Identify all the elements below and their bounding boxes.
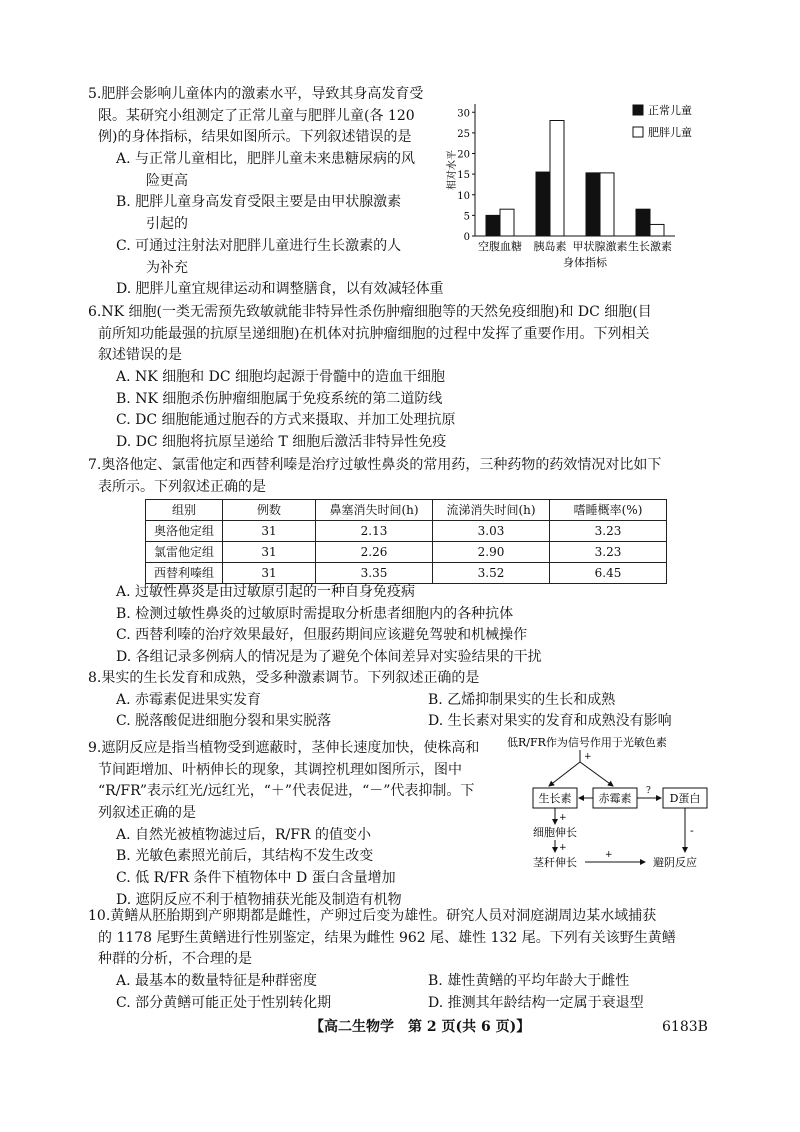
x-axis-label: 身体指标: [563, 256, 607, 269]
q9-line: 节间距增加、叶柄伸长的现象，其调控机理如图所示，图中: [98, 761, 462, 778]
diagram-question: ?: [646, 786, 651, 796]
diagram-plus: +: [605, 850, 613, 860]
table-cell: 31: [223, 542, 316, 563]
q10-option-a: A. 最基本的数量特征是种群密度: [116, 973, 318, 990]
legend-label: 正常儿童: [648, 104, 692, 117]
q10-line: 种群的分析，不合理的是: [98, 951, 252, 968]
bar-obese: [650, 224, 664, 236]
page-footer: [0, 1017, 800, 1041]
y-tick-label: 20: [457, 149, 470, 161]
q10-options-row: [88, 993, 740, 1015]
question-7-options: [88, 582, 740, 669]
q5-option-c-cont: 为补充: [146, 259, 188, 276]
q7-option-a: A. 过敏性鼻炎是由过敏原引起的一种自身免疫病: [116, 584, 416, 600]
y-tick-label: 5: [463, 211, 470, 223]
x-tick-label: 胰岛素: [533, 240, 567, 253]
diagram-plus: +: [584, 752, 592, 762]
q9-option-a: A. 自然光被植物滤过后，R/FR 的值变小: [116, 826, 371, 843]
x-tick-label: 甲状腺激素: [572, 240, 628, 253]
table-cell: 31: [223, 563, 316, 584]
q6-option-a: A. NK 细胞和 DC 细胞均起源于骨髓中的造血干细胞: [116, 369, 446, 386]
q9-option-c: C. 低 R/FR 条件下植物体中 D 蛋白含量增加: [116, 870, 396, 887]
q6-option-c: C. DC 细胞能通过胞吞的方式来摄取、并加工处理抗原: [116, 412, 456, 429]
table-cell: 3.03: [433, 521, 550, 542]
table-cell: 3.23: [550, 521, 667, 542]
table-header: 组别: [146, 500, 223, 521]
q9-option-d: D. 遮阴反应不利于植物捕获光能及制造有机物: [116, 891, 402, 908]
q5-option-b: B. 肥胖儿童身高发育受限主要是由甲状腺激素: [116, 194, 402, 211]
q9-line: “R/FR”表示红光/远红光，“＋”代表促进，“－”代表抑制。下: [98, 783, 475, 800]
q7-option-b: B. 检测过敏性鼻炎的过敏原时需提取分析患者细胞内的各种抗体: [116, 605, 514, 622]
bar-normal: [636, 209, 650, 236]
bar-obese: [550, 121, 564, 237]
legend-swatch: [633, 127, 643, 137]
q8-line: 8.果实的生长发育和成熟，受多种激素调节。下列叙述正确的是: [88, 670, 480, 686]
q5-option-a: A. 与正常儿童相比，肥胖儿童未来患糖尿病的风: [116, 151, 416, 168]
q5-line: 限。某研究小组测定了正常儿童与肥胖儿童(各 120: [98, 107, 415, 124]
q7-option-d: D. 各组记录多例病人的情况是为了避免个体间差异对实验结果的干扰: [116, 649, 542, 666]
q8-options-row: [88, 711, 740, 733]
y-tick-label: 25: [457, 128, 470, 140]
q6-option-b: B. NK 细胞杀伤肿瘤细胞属于免疫系统的第二道防线: [116, 390, 443, 407]
diagram-plus: +: [559, 813, 567, 823]
q8-option-d: D. 生长素对果实的发育和成熟没有影响: [428, 713, 672, 730]
regulation-diagram: [505, 736, 715, 876]
q8-option-a: A. 赤霉素促进果实发育: [116, 691, 262, 708]
bar-normal: [486, 215, 500, 236]
cell-elongation-text: 细胞伸长: [533, 826, 577, 839]
q6-line: 前所知功能最强的抗原呈递细胞)在机体对抗肿瘤细胞的过程中发挥了重要作用。下列相关: [98, 325, 650, 342]
question-9: [88, 738, 508, 912]
d-protein-label: D蛋白: [669, 792, 701, 805]
q9-option-b: B. 光敏色素照光前后，其结构不发生改变: [116, 848, 374, 865]
drug-table: [145, 499, 667, 584]
table-row: [146, 563, 667, 584]
x-tick-label: 空腹血糖: [478, 240, 522, 253]
table-header-row: [146, 500, 667, 521]
question-7: [88, 455, 740, 498]
question-5: [88, 84, 450, 301]
q6-line: 6.NK 细胞(一类无需预先致敏就能非特异性杀伤肿瘤细胞等的天然免疫细胞)和 DC 细胞(目: [88, 304, 652, 320]
q10-option-b: B. 雄性黄鳝的平均年龄大于雌性: [428, 973, 630, 990]
q5-line: 5.肥胖会影响儿童体内的激素水平，导致其身高发育受: [88, 86, 424, 102]
y-tick-label: 0: [463, 232, 470, 243]
q10-line: 10.黄鳝从胚胎期到产卵期都是雌性，产卵过后变为雄性。研究人员对洞庭湖周边某水域捕获: [88, 908, 657, 924]
y-tick-label: 10: [457, 190, 470, 202]
diagram-arrow: [549, 762, 580, 786]
bar-normal: [536, 172, 550, 236]
bar-obese: [500, 209, 514, 236]
q10-option-d: D. 推测其年龄结构一定属于衰退型: [428, 994, 644, 1011]
legend-label: 肥胖儿童: [648, 126, 692, 139]
q8-option-b: B. 乙烯抑制果实的生长和成熟: [428, 691, 616, 708]
y-axis-label: 相对水平: [447, 150, 458, 190]
q10-line: 的 1178 尾野生黄鳝进行性别鉴定，结果为雌性 962 尾、雄性 132 尾。下列有关该野生黄鳝: [98, 929, 676, 946]
q5-line: 例)的身体指标，结果如图所示。下列叙述错误的是: [98, 129, 412, 146]
table-cell: 3.23: [550, 542, 667, 563]
footer-title: 【高二生物学 第 2 页(共 6 页)】: [310, 1019, 531, 1035]
table-cell: 31: [223, 521, 316, 542]
q9-line: 9.遮阴反应是指当植物受到遮蔽时，茎伸长速度加快，使株高和: [88, 740, 480, 756]
q5-option-d: D. 肥胖儿童宜规律运动和调整膳食，以有效减轻体重: [116, 281, 444, 298]
q8-option-c: C. 脱落酸促进细胞分裂和果实脱落: [116, 713, 332, 730]
table-cell: 6.45: [550, 563, 667, 584]
y-tick-label: 30: [457, 108, 470, 120]
auxin-label: 生长素: [538, 792, 572, 805]
q6-option-d: D. DC 细胞将抗原呈递给 T 细胞后激活非特异性免疫: [116, 434, 447, 451]
q7-line: 7.奥洛他定、氯雷他定和西替利嗪是治疗过敏性鼻炎的常用药，三种药物的药效情况对比如下: [88, 457, 662, 473]
y-tick-label: 15: [457, 170, 470, 182]
diagram-minus: -: [690, 824, 694, 837]
question-8: [88, 668, 740, 733]
gibberellin-label: 赤霉素: [598, 792, 632, 805]
q8-options-row: [88, 690, 740, 712]
q6-line: 叙述错误的是: [98, 347, 182, 364]
x-tick-label: 生长激素: [628, 240, 672, 253]
table-cell: 3.52: [433, 563, 550, 584]
q5-option-c: C. 可通过注射法对肥胖儿童进行生长激素的人: [116, 237, 402, 254]
table-header: 嗜睡概率(%): [550, 500, 667, 521]
table-cell: 氯雷他定组: [146, 542, 223, 563]
legend-swatch: [633, 105, 643, 115]
table-cell: 2.90: [433, 542, 550, 563]
footer-code: 6183B: [662, 1019, 708, 1035]
table-cell: 3.35: [316, 563, 433, 584]
q5-option-a-cont: 险更高: [146, 172, 188, 189]
table-cell: 奥洛他定组: [146, 521, 223, 542]
q10-option-c: C. 部分黄鳝可能正处于性别转化期: [116, 994, 332, 1011]
q9-line: 列叙述正确的是: [98, 805, 196, 822]
q7-line: 表所示。下列叙述正确的是: [98, 478, 266, 495]
table-cell: 2.26: [316, 542, 433, 563]
diagram-signal-text: 低R/FR作为信号作用于光敏色素: [507, 736, 667, 749]
diagram-plus: +: [559, 843, 567, 853]
question-10: [88, 906, 740, 1014]
bar-chart: [445, 96, 725, 282]
diagram-arrow: [580, 762, 613, 786]
table-cell: 西替利嗪组: [146, 563, 223, 584]
table-row: [146, 521, 667, 542]
q7-option-c: C. 西替利嗪的治疗效果最好，但服药期间应该避免驾驶和机械操作: [116, 627, 528, 644]
stem-elongation-text: 茎秆伸长: [533, 856, 577, 869]
table-row: [146, 542, 667, 563]
q5-option-b-cont: 引起的: [146, 216, 188, 233]
table-header: 流涕消失时间(h): [433, 500, 550, 521]
q10-options-row: [88, 971, 740, 993]
question-6: [88, 302, 740, 454]
bar-obese: [600, 173, 614, 236]
shade-avoidance-text: 避阴反应: [653, 856, 697, 869]
table-cell: 2.13: [316, 521, 433, 542]
table-header: 鼻塞消失时间(h): [316, 500, 433, 521]
bar-normal: [586, 173, 600, 236]
table-header: 例数: [223, 500, 316, 521]
